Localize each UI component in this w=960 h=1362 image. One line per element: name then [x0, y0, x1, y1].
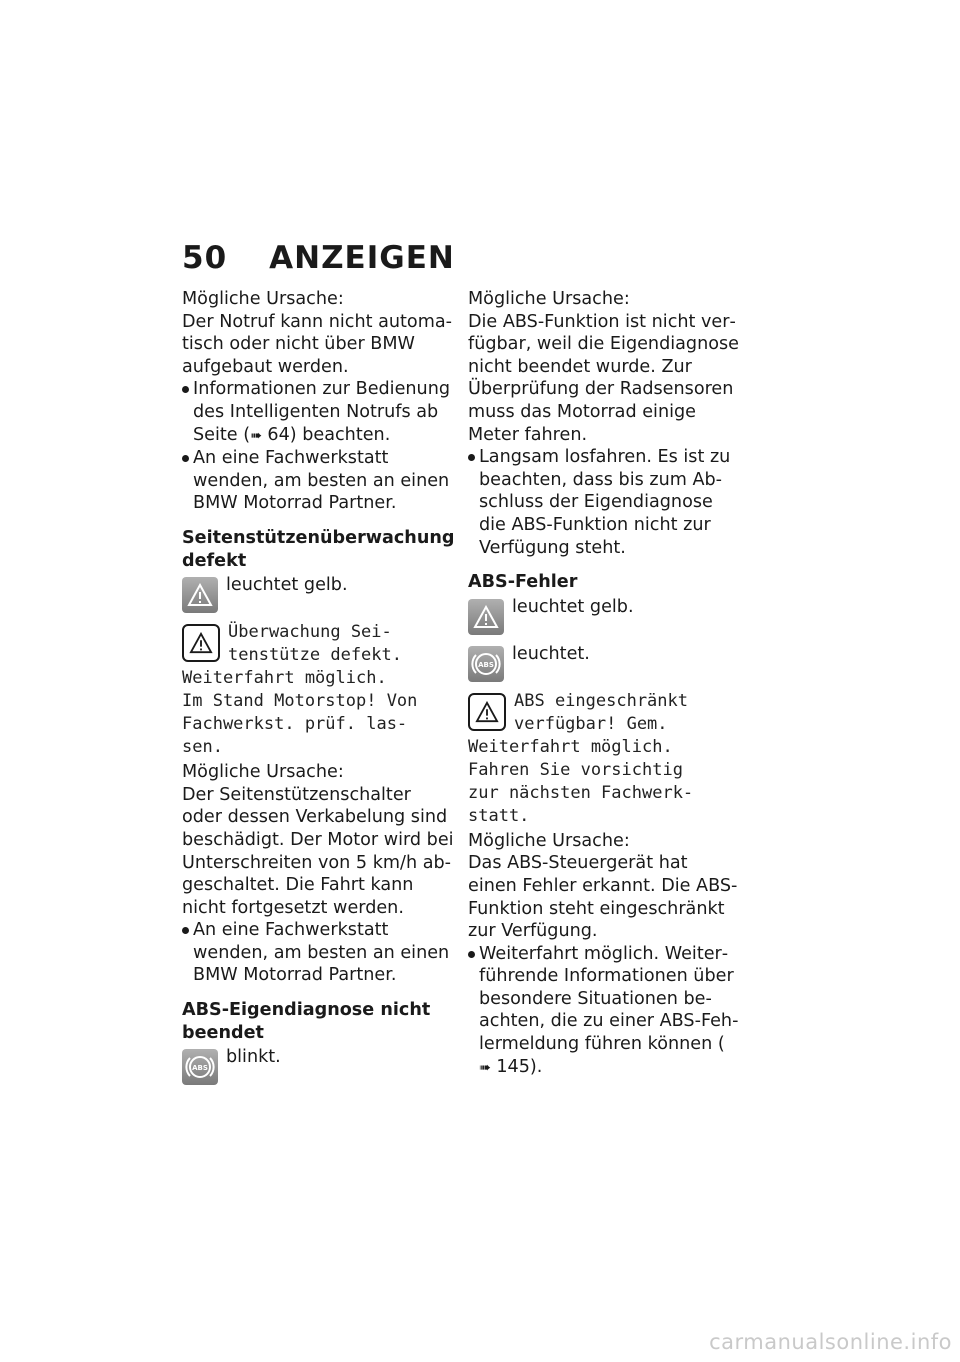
message-line: Überwachung Sei- [228, 622, 392, 643]
bullet-item: An eine Fachwerkstatt wenden, am besten an einen BMW Motorrad Partner. [182, 447, 454, 515]
svg-text:ABS: ABS [192, 1064, 208, 1073]
display-message [182, 621, 454, 759]
warning-triangle-icon [182, 624, 220, 662]
cause-text: Der Seitenstützenschalter oder dessen Verkabelung sind beschädigt. Der Motor wird bei Unterschreiten von 5 km/h abgeschaltet. Die Fahrt kann nicht fortgesetzt werden. [182, 784, 454, 918]
page-title: ANZEIGEN [269, 240, 455, 276]
indicator-status: leuchtet gelb. [512, 596, 634, 617]
indicator-status: blinkt. [226, 1047, 281, 1068]
message-line: ABS eingeschränkt [514, 690, 688, 711]
display-message [468, 690, 740, 828]
bullet-item: Informationen zur Bedienung des Intelligenten Notrufs ab Seite (➠ 64) beachten. [182, 378, 454, 447]
message-text: Weiterfahrt möglich. Fahren Sie vorsichtig zur nächsten Fachwerk- statt. [468, 736, 694, 826]
watermark: carmanualsonline.info [709, 1330, 952, 1354]
cause-text: Die ABS-Funktion ist nicht verfügbar, weil die Eigendiagnose nicht beendet wurde. Zur Überprüfung der Radsensoren muss das Motorrad einige Meter fahren. [468, 311, 739, 445]
abs-icon [182, 1049, 218, 1085]
indicator-row [468, 596, 740, 635]
message-text: Weiterfahrt möglich. Im Stand Motorstop! Von Fachwerkst. prüf. las- sen. [182, 668, 418, 758]
message-line: verfügbar! Gem. [514, 713, 668, 734]
left-column [182, 288, 454, 1093]
indicator-status: leuchtet gelb. [226, 575, 348, 596]
page-reference[interactable]: ➠ 64 [250, 425, 290, 445]
bullet-item: Langsam losfahren. Es ist zu beachten, dass bis zum Abschluss der Eigendiagnose die ABS-Funktion nicht zur Verfügung steht. [468, 446, 740, 559]
indicator-row [182, 1046, 454, 1085]
warning-triangle-icon [182, 577, 218, 613]
abs-icon [468, 646, 504, 682]
cause-label: Mögliche Ursache: [468, 830, 630, 851]
indicator-row [468, 643, 740, 682]
message-line: tenstütze defekt. [228, 645, 402, 666]
warning-triangle-icon [468, 693, 506, 731]
reference-arrow-icon: ➠ [250, 427, 262, 444]
svg-text:ABS: ABS [478, 660, 494, 669]
bullet-item: An eine Fachwerkstatt wenden, am besten an einen BMW Motorrad Partner. [182, 919, 454, 987]
section-heading: ABS-Eigendiagnose nicht beendet [182, 1000, 431, 1043]
cause-label: Mögliche Ursache: [182, 289, 344, 309]
warning-triangle-icon [468, 599, 504, 635]
page-reference[interactable]: ➠ 145 [479, 1057, 530, 1077]
cause-label: Mögliche Ursache: [182, 762, 344, 783]
indicator-status: leuchtet. [512, 643, 590, 664]
cause-text: Der Notruf kann nicht automatisch oder nicht über BMW aufgebaut werden. [182, 311, 452, 377]
indicator-row [182, 574, 454, 613]
page-header [182, 240, 455, 276]
cause-text: Das ABS-Steuergerät hat einen Fehler erkannt. Die ABS-Funktion steht eingeschränkt zur Verfügung. [468, 853, 738, 942]
cause-label: Mögliche Ursache: [468, 289, 630, 309]
bullet-item: Weiterfahrt möglich. Weiterführende Informationen über besondere Situationen beachten, die zu einer ABS-Fehlermeldung führen können (➠ 145). [468, 943, 740, 1080]
reference-arrow-icon: ➠ [479, 1059, 491, 1076]
right-column [468, 288, 740, 1079]
page-number: 50 [182, 240, 228, 276]
section-heading: Seitenstützenüberwachung defekt [182, 527, 455, 571]
section-heading: ABS-Fehler [468, 572, 578, 593]
